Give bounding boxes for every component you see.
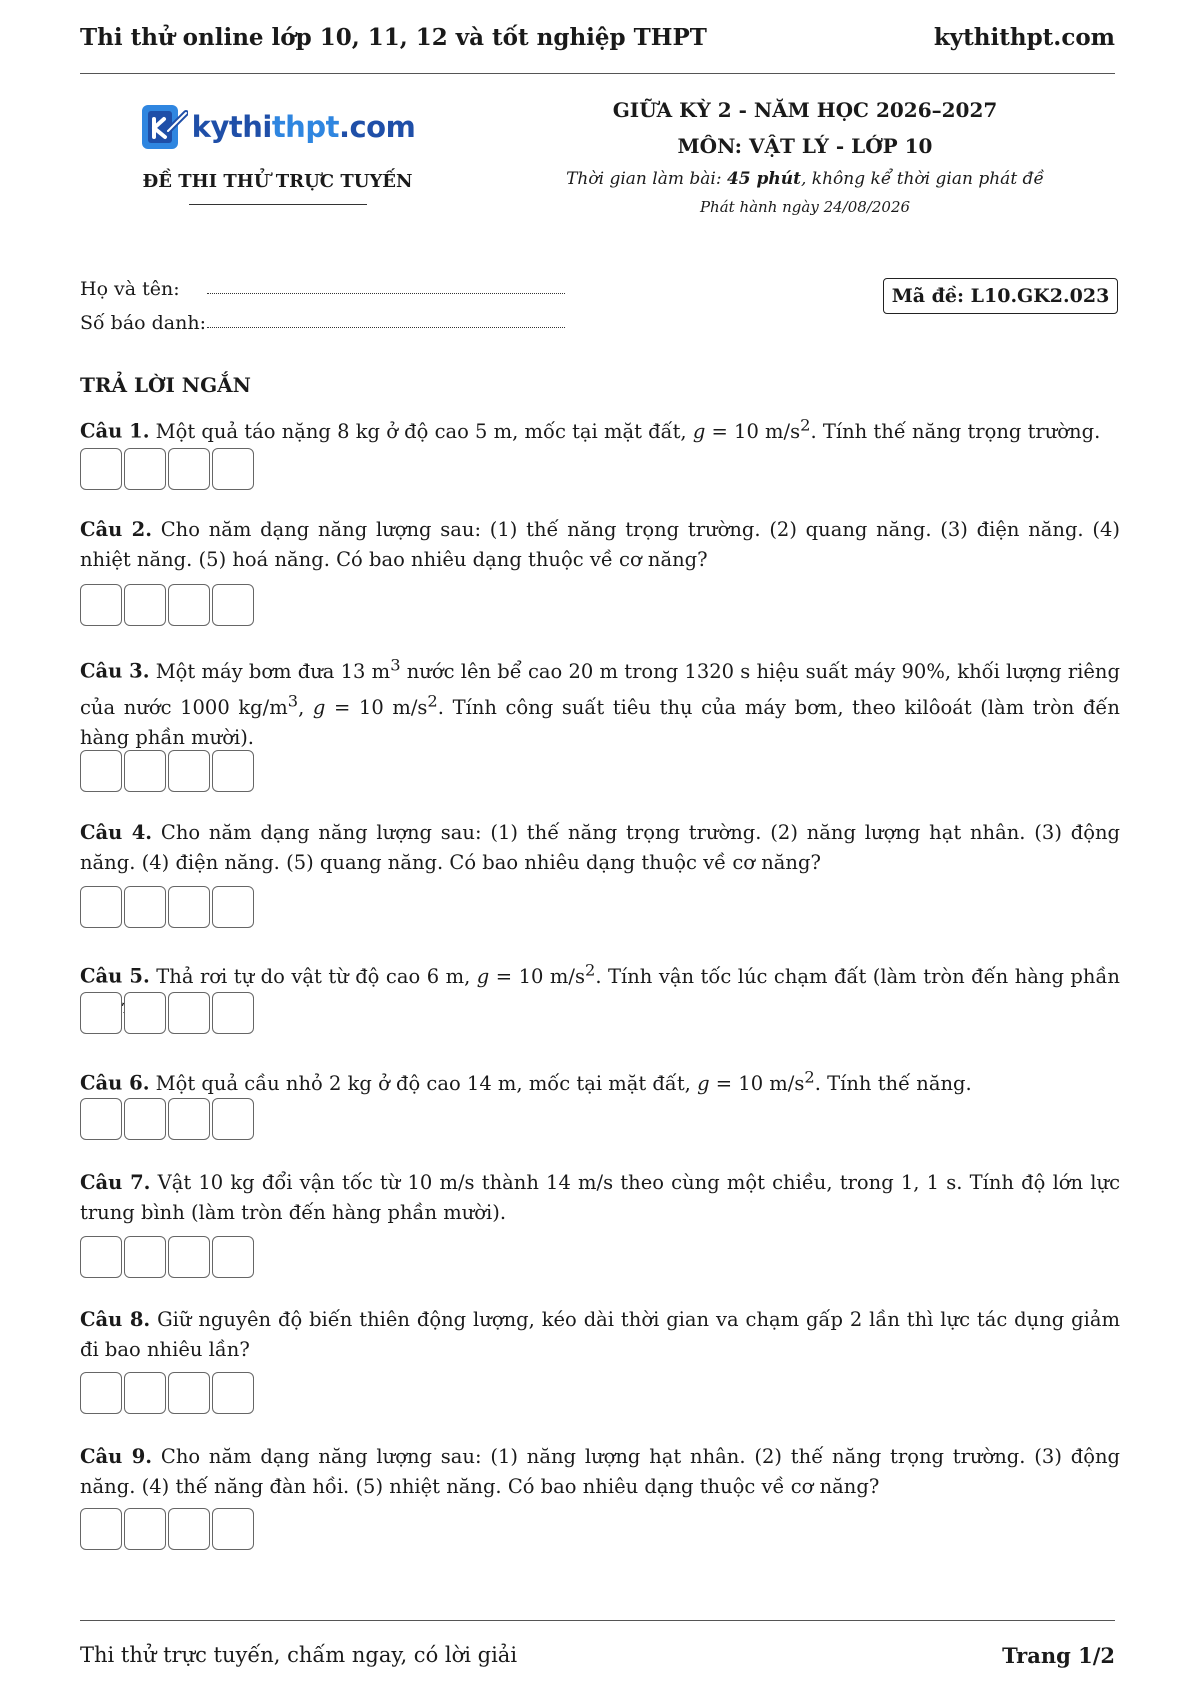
answer-box[interactable] [168,750,210,792]
question-label: Câu 5. [80,964,150,988]
answer-box[interactable] [80,1236,122,1278]
answer-boxes [80,1372,254,1414]
answer-boxes [80,750,254,792]
question-label: Câu 7. [80,1171,151,1194]
question-text: Thả rơi tự do vật từ độ cao 6 m, g = 10 $m/s^2$. Tính vận tốc lúc chạm đất (làm tròn đến hàng phần [149,960,1120,988]
student-fields [80,266,565,334]
name-field[interactable] [207,274,565,294]
bottom-divider [80,1620,1115,1621]
question-7 [80,1168,1120,1228]
section-title: TRẢ LỜI NGẮN [80,373,251,397]
question-text: Cho năm dạng năng lượng sau: (1) thế năng trọng trường. (2) quang năng. (3) điện năng. (4) nhiệt năng. (5) hoá năng. Có bao nhiêu dạng thuộc về cơ năng? [80,518,1120,571]
question-label: Câu 3. [80,659,150,683]
answer-box[interactable] [212,1372,254,1414]
answer-box[interactable] [168,1098,210,1140]
question-text: Giữ nguyên độ biến thiên động lượng, kéo dài thời gian va chạm gấp 2 lần thì lực tác dụng giảm đi bao nhiêu lần? [80,1308,1120,1361]
answer-box[interactable] [80,886,122,928]
id-label: Số báo danh: [80,312,207,334]
footer [80,1640,1115,1670]
name-label: Họ và tên: [80,278,180,300]
logo-mark-icon [140,101,188,153]
answer-box[interactable] [124,886,166,928]
answer-box[interactable] [80,1508,122,1550]
answer-box[interactable] [124,750,166,792]
answer-box[interactable] [168,1372,210,1414]
student-id-field[interactable] [207,308,565,328]
answer-box[interactable] [80,1372,122,1414]
answer-box[interactable] [80,584,122,626]
answer-box[interactable] [168,886,210,928]
answer-box[interactable] [168,992,210,1034]
logo [140,100,416,154]
answer-box[interactable] [124,584,166,626]
question-label: Câu 1. [80,419,150,443]
answer-box[interactable] [212,584,254,626]
question-text: Vật 10 kg đổi vận tốc từ 10 m/s thành 14 m/s theo cùng một chiều, trong 1, 1 s. Tính độ lớn lực trung bình (làm tròn đến hàng phần mười). [80,1171,1120,1224]
exam-subject: MÔN: VẬT LÝ - LỚP 10 [677,134,933,158]
answer-box[interactable] [212,1508,254,1550]
question-6 [80,1062,1120,1099]
logo-text: kythithpt.com [191,110,416,144]
question-label: Câu 2. [80,518,153,541]
question-text: Cho năm dạng năng lượng sau: (1) thế năng trọng trường. (2) năng lượng hạt nhân. (3) động năng. (4) điện năng. (5) quang năng. Có bao nhiêu dạng thuộc về cơ năng? [80,821,1120,874]
answer-box[interactable] [212,1098,254,1140]
exam-code-badge: Mã đề: L10.GK2.023 [883,278,1118,314]
logo-caption: ĐỀ THI THỬ TRỰC TUYẾN [142,171,413,192]
question-1 [80,410,1120,447]
answer-box[interactable] [168,1236,210,1278]
top-header [80,22,1115,52]
name-row [80,266,565,300]
question-8 [80,1305,1120,1365]
header-left-text: Thi thử online lớp 10, 11, 12 và tốt nghiệp THPT [80,23,707,51]
question-2 [80,515,1120,575]
answer-box[interactable] [80,750,122,792]
answer-boxes [80,992,254,1034]
question-4 [80,818,1120,878]
question-text: Một quả táo nặng 8 kg ở độ cao 5 m, mốc tại mặt đất, g = 10 $m/s^2$. Tính thế năng trọng trường. [149,415,1101,443]
answer-box[interactable] [168,448,210,490]
question-label: Câu 9. [80,1445,153,1468]
logo-block [80,100,475,205]
answer-boxes [80,1508,254,1550]
answer-boxes [80,584,254,626]
answer-boxes [80,886,254,928]
answer-box[interactable] [124,1372,166,1414]
answer-boxes [80,448,254,490]
question-3 [80,650,1120,753]
answer-box[interactable] [80,448,122,490]
answer-box[interactable] [124,1236,166,1278]
answer-boxes [80,1236,254,1278]
exam-release-date: Phát hành ngày 24/08/2026 [699,198,911,216]
answer-box[interactable] [212,992,254,1034]
header-site-name[interactable]: kythithpt.com [933,23,1115,51]
question-text: Một quả cầu nhỏ 2 kg ở độ cao 14 m, mốc tại mặt đất, g = 10 $m/s^2$. Tính thế năng. [149,1067,972,1095]
top-divider [80,73,1115,74]
page-number: Trang 1/2 [1002,1642,1115,1668]
answer-box[interactable] [212,448,254,490]
question-9 [80,1442,1120,1502]
question-label: Câu 4. [80,821,153,844]
answer-box[interactable] [80,1098,122,1140]
answer-box[interactable] [124,1098,166,1140]
answer-box[interactable] [212,886,254,928]
answer-box[interactable] [80,992,122,1034]
answer-box[interactable] [124,992,166,1034]
question-label: Câu 6. [80,1071,150,1095]
exam-info [560,96,1050,216]
exam-duration: Thời gian làm bài: 45 phút, không kể thời gian phát đề [566,169,1044,189]
footer-tagline: Thi thử trực tuyến, chấm ngay, có lời giải [80,1643,518,1667]
question-label: Câu 8. [80,1308,151,1331]
question-text: Cho năm dạng năng lượng sau: (1) năng lượng hạt nhân. (2) thế năng trọng trường. (3) động năng. (4) thế năng đàn hồi. (5) nhiệt năng. Có bao nhiêu dạng thuộc về cơ năng? [80,1445,1120,1498]
exam-title: GIỮA KỲ 2 - NĂM HỌC 2026–2027 [612,98,998,122]
id-row [80,300,565,334]
answer-box[interactable] [124,448,166,490]
answer-box[interactable] [168,1508,210,1550]
logo-caption-underline [189,204,367,205]
answer-boxes [80,1098,254,1140]
answer-box[interactable] [124,1508,166,1550]
answer-box[interactable] [212,1236,254,1278]
answer-box[interactable] [168,584,210,626]
answer-box[interactable] [212,750,254,792]
question-text: Một máy bơm đưa 13 $m^3$ nước lên bể cao 20 m trong 1320 s hiệu suất máy 90%, khối lượng riêng của nước 1000 $kg/m^3$, g = 10 $m/s^2$. Tính công suất tiêu thụ của máy bơm, theo kilôoát (làm tròn đến hàng phần mười). [80,655,1120,749]
